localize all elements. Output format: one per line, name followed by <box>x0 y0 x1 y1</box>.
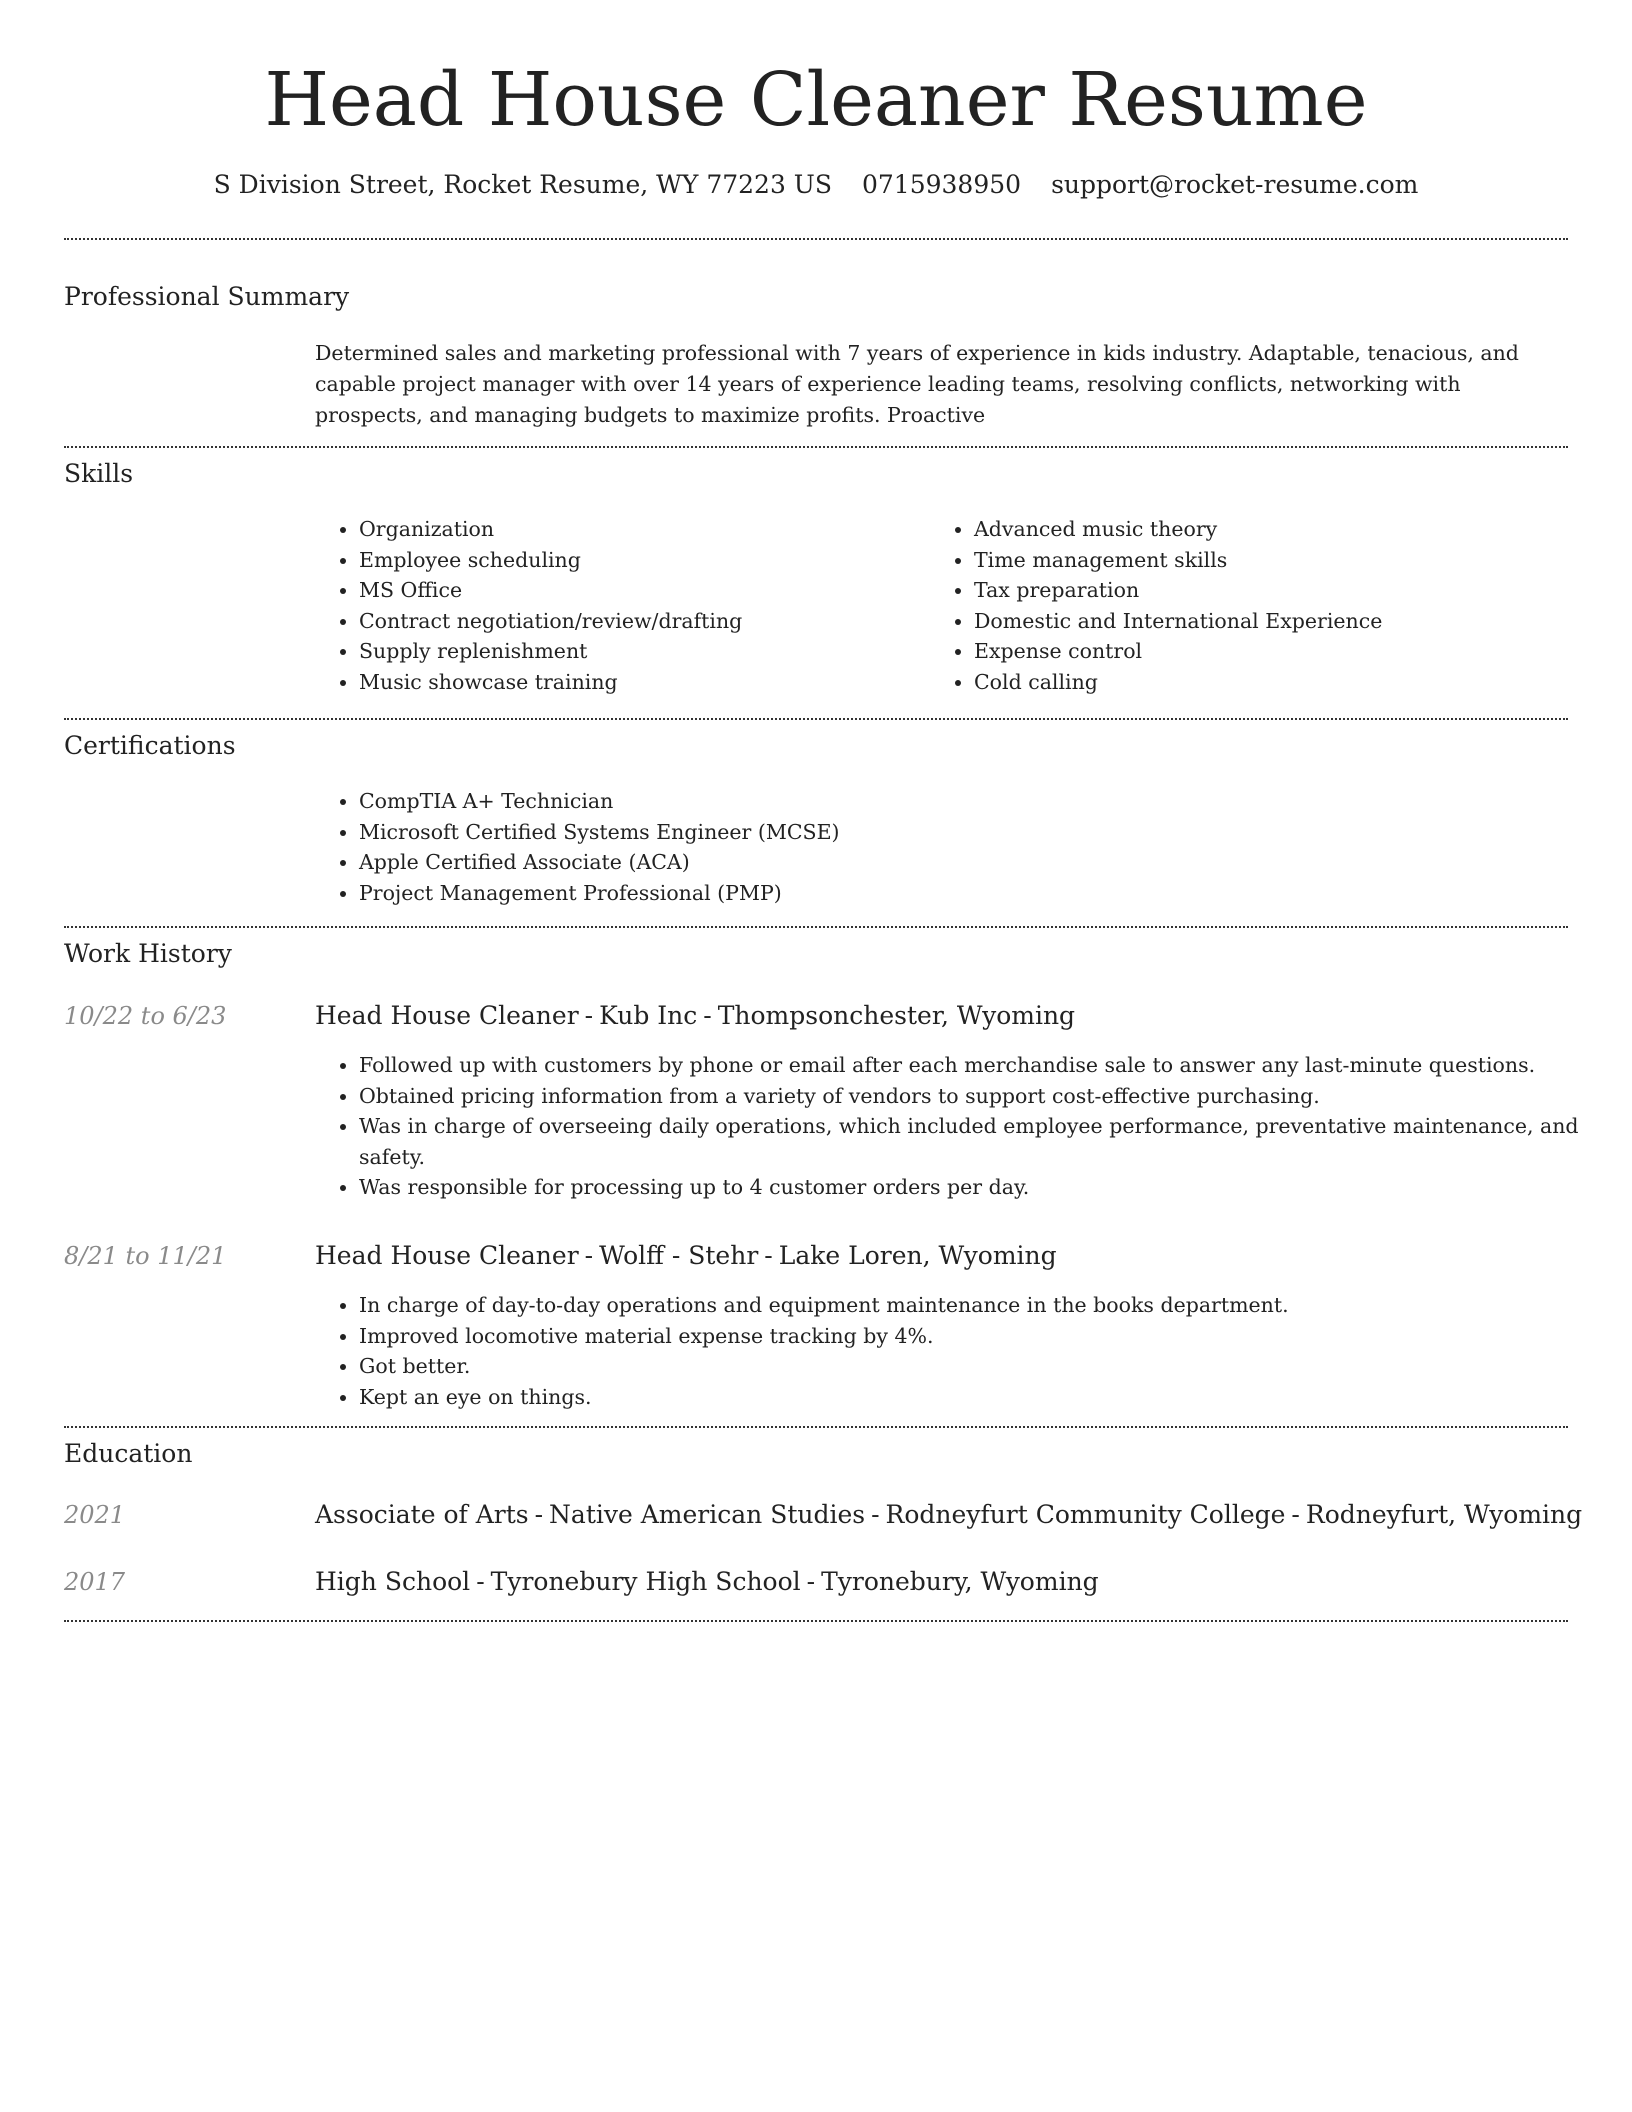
skill-item: • Tax preparation <box>974 575 1594 606</box>
job-bullets <box>315 1050 1612 1203</box>
section-divider <box>64 1620 1568 1622</box>
section-divider <box>64 718 1568 720</box>
resume-title: Head House Cleaner Resume <box>264 57 1368 143</box>
education-location: Tyronebury, Wyoming <box>821 1567 1099 1596</box>
education-entry: Associate of Arts - Native American Studies - Rodneyfurt Community College - Rodneyfurt, Wyoming <box>315 1500 1583 1529</box>
job-bullets <box>315 1290 1612 1412</box>
certifications-list <box>315 786 1559 908</box>
job-company: Wolff - Stehr <box>599 1241 759 1270</box>
skill-item: • Organization <box>359 514 919 545</box>
education-field: Native American Studies <box>549 1500 866 1529</box>
contact-phone: 0715938950 <box>862 170 1022 199</box>
skill-item: • Music showcase training <box>359 667 919 698</box>
certification-item: • Project Management Professional (PMP) <box>359 878 1559 909</box>
education-school: Rodneyfurt Community College <box>885 1500 1286 1529</box>
skill-item: • Advanced music theory <box>974 514 1594 545</box>
job-bullet: • Kept an eye on things. <box>359 1382 1612 1413</box>
job-bullet: • Got better. <box>359 1351 1612 1382</box>
summary-text: Determined sales and marketing professional with 7 years of experience in kids industry. Adaptable, tenacious, and capable project manager with over 14 years of experience leading teams, resolving conflicts, networking with prospects, and managing budgets to maximize profits. Proactive <box>315 341 1519 427</box>
section-divider <box>64 1426 1568 1428</box>
job-bullet: • In charge of day-to-day operations and equipment maintenance in the books department. <box>359 1290 1612 1321</box>
contact-address: S Division Street, Rocket Resume, WY 77223 US <box>213 170 832 199</box>
job-dates: 8/21 to 11/21 <box>64 1242 227 1270</box>
skill-item: • MS Office <box>359 575 919 606</box>
certification-item: • Apple Certified Associate (ACA) <box>359 847 1559 878</box>
certification-item: • CompTIA A+ Technician <box>359 786 1559 817</box>
job-location: Thompsonchester, Wyoming <box>717 1001 1076 1030</box>
skill-item: • Contract negotiation/review/drafting <box>359 606 919 637</box>
education-location: Rodneyfurt, Wyoming <box>1305 1500 1583 1529</box>
education-year: 2017 <box>64 1568 126 1596</box>
summary-heading: Professional Summary <box>64 282 350 311</box>
job-bullet: • Improved locomotive material expense tracking by 4%. <box>359 1321 1612 1352</box>
work-heading: Work History <box>64 939 232 968</box>
job-location: Lake Loren, Wyoming <box>778 1241 1057 1270</box>
job-company: Kub Inc <box>599 1001 698 1030</box>
skill-item: • Cold calling <box>974 667 1594 698</box>
job-dates: 10/22 to 6/23 <box>64 1002 227 1030</box>
skills-heading: Skills <box>64 459 134 488</box>
job-heading: Head House Cleaner - Kub Inc - Thompsonchester, Wyoming <box>315 1001 1076 1030</box>
job-bullet: • Was in charge of overseeing daily operations, which included employee performance, preventative maintenance, and safety. <box>359 1111 1612 1172</box>
job-title: Head House Cleaner <box>315 1241 579 1270</box>
skill-item: • Time management skills <box>974 545 1594 576</box>
skills-list-left <box>315 514 919 697</box>
job-heading: Head House Cleaner - Wolff - Stehr - Lake Loren, Wyoming <box>315 1241 1057 1270</box>
education-heading: Education <box>64 1439 193 1468</box>
skill-item: • Supply replenishment <box>359 636 919 667</box>
education-degree: Associate of Arts <box>315 1500 529 1529</box>
certifications-heading: Certifications <box>64 731 236 760</box>
skills-list-right <box>930 514 1594 697</box>
job-bullet: • Obtained pricing information from a variety of vendors to support cost-effective purchasing. <box>359 1081 1612 1112</box>
section-divider <box>64 238 1568 240</box>
education-degree: High School <box>315 1567 471 1596</box>
education-school: Tyronebury High School <box>490 1567 801 1596</box>
section-divider <box>64 926 1568 928</box>
contact-line <box>64 168 1568 202</box>
education-entry: High School - Tyronebury High School - Tyronebury, Wyoming <box>315 1567 1099 1596</box>
job-bullet: • Followed up with customers by phone or email after each merchandise sale to answer any last-minute questions. <box>359 1050 1612 1081</box>
section-divider <box>64 446 1568 448</box>
education-year: 2021 <box>64 1501 126 1529</box>
skill-item: • Domestic and International Experience <box>974 606 1594 637</box>
certification-item: • Microsoft Certified Systems Engineer (MCSE) <box>359 817 1559 848</box>
skill-item: • Expense control <box>974 636 1594 667</box>
job-title: Head House Cleaner <box>315 1001 579 1030</box>
job-bullet: • Was responsible for processing up to 4 customer orders per day. <box>359 1172 1612 1203</box>
skill-item: • Employee scheduling <box>359 545 919 576</box>
contact-email[interactable]: support@rocket-resume.com <box>1051 170 1419 199</box>
